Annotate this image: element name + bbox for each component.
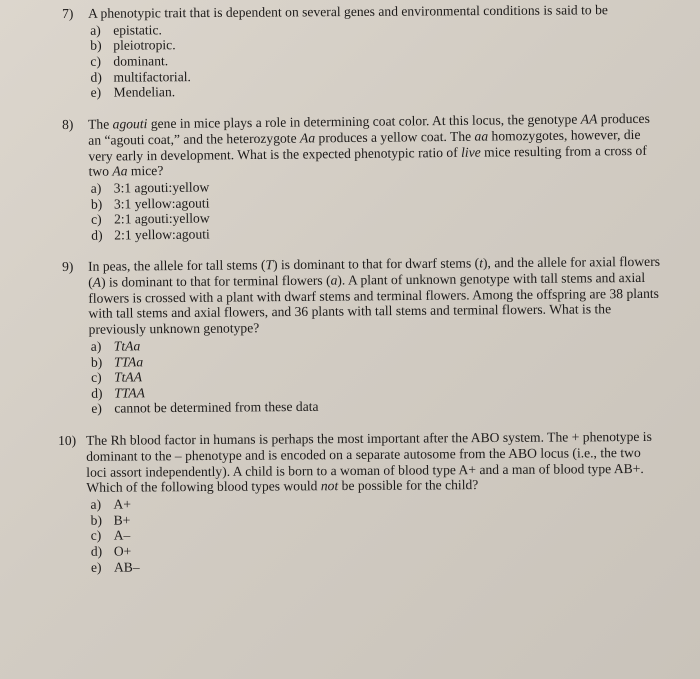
option-text: TtAA bbox=[113, 369, 143, 386]
option-text: B+ bbox=[113, 512, 131, 528]
emphasis: not bbox=[320, 478, 339, 494]
question-10 bbox=[58, 429, 661, 575]
question-7 bbox=[62, 2, 661, 101]
gene-name: agouti bbox=[112, 115, 148, 132]
option-letter: e) bbox=[90, 559, 102, 575]
option-letter: a) bbox=[90, 497, 102, 513]
allele-symbol: A bbox=[92, 274, 102, 290]
option-text: TtAa bbox=[113, 338, 141, 354]
option-text: multifactorial. bbox=[113, 68, 191, 85]
option-text: A+ bbox=[113, 496, 132, 513]
option-text: AB– bbox=[113, 559, 140, 575]
emphasis: live bbox=[461, 143, 481, 160]
question-number: 7) bbox=[62, 5, 74, 21]
option-text: 2:1 agouti:yellow bbox=[113, 210, 210, 227]
option-letter: c) bbox=[90, 53, 102, 69]
option-letter: d) bbox=[90, 69, 102, 85]
question-number: 8) bbox=[62, 116, 74, 132]
option-letter: a) bbox=[90, 22, 101, 38]
option-letter: d) bbox=[90, 543, 103, 560]
question-text: The Rh blood factor in humans is perhaps the most important after the ABO system. The + phenotype is dominant to the – phenotype and is encoded on a separate autosome from the ABO locus (i.e., the two loci assort independently). A child is born to a woman of blood type A+ and a man of blood type AB+. Which of the following blood types would not be possible for the child? bbox=[85, 429, 652, 496]
option-letter: b) bbox=[90, 512, 102, 528]
option-text: 3:1 yellow:agouti bbox=[113, 195, 210, 212]
option-letter: a) bbox=[90, 338, 102, 355]
question-8 bbox=[62, 111, 661, 244]
genotype: aa bbox=[474, 128, 489, 144]
question-text: In peas, the allele for tall stems (T) is dominant to that for dwarf stems (t), and the allele for axial flowers (A) is dominant to that for terminal flowers (a). A plant of unknown genotype with tall stems and axial flowers is crossed with a plant with dwarf stems and terminal flowers. Among the offspring are 38 plants with tall stems and axial flowers, and 36 plants with tall stems and terminal flowers. What is the previously unknown genotype? bbox=[87, 254, 661, 338]
option-letter: b) bbox=[90, 38, 102, 54]
option-text: cannot be determined from these data bbox=[114, 399, 319, 417]
option-letter: a) bbox=[90, 180, 102, 196]
option-letter: e) bbox=[90, 84, 102, 100]
option-text: 2:1 yellow:agouti bbox=[114, 226, 210, 243]
question-text: The agouti gene in mice plays a role in determining coat color. At this locus, the genotype AA produces an “agouti coat,” and the heterozygote Aa produces a yellow coat. The aa homozygotes, however, die very early in development. What is the expected phenotypic ratio of live mice resulting from a cross of two Aa mice? bbox=[87, 110, 650, 179]
option-letter: d) bbox=[91, 385, 103, 401]
option-text: O+ bbox=[113, 543, 132, 559]
genotype: Aa bbox=[112, 163, 128, 179]
answer-option-e bbox=[91, 556, 661, 576]
option-text: pleiotropic. bbox=[113, 37, 176, 54]
answer-options bbox=[91, 334, 662, 417]
answer-option-e bbox=[91, 396, 661, 417]
option-letter: c) bbox=[90, 370, 102, 386]
option-text: TTAA bbox=[114, 385, 145, 401]
question-number: 9) bbox=[62, 259, 74, 275]
question-number: 10) bbox=[58, 433, 77, 449]
option-letter: d) bbox=[91, 227, 103, 243]
genotype: Aa bbox=[299, 129, 316, 146]
allele-symbol: a bbox=[330, 272, 338, 288]
option-letter: e) bbox=[91, 401, 102, 417]
option-letter: c) bbox=[90, 528, 102, 544]
genotype: AA bbox=[580, 111, 598, 127]
option-letter: b) bbox=[90, 196, 103, 212]
allele-symbol: t bbox=[479, 255, 484, 271]
question-9 bbox=[62, 254, 661, 417]
allele-symbol: T bbox=[265, 257, 274, 273]
option-letter: b) bbox=[90, 354, 103, 370]
question-text: A phenotypic trait that is dependent on several genes and environmental conditions is said to be bbox=[87, 2, 608, 21]
answer-options bbox=[90, 493, 661, 575]
answer-options bbox=[91, 175, 662, 243]
option-text: A– bbox=[113, 528, 131, 544]
option-text: dominant. bbox=[113, 53, 169, 69]
answer-options bbox=[90, 19, 661, 101]
option-text: 3:1 agouti:yellow bbox=[113, 179, 210, 196]
option-letter: c) bbox=[90, 211, 102, 227]
option-text: epistatic. bbox=[113, 22, 162, 38]
option-text: TTAa bbox=[113, 354, 144, 370]
option-text: Mendelian. bbox=[113, 84, 176, 100]
